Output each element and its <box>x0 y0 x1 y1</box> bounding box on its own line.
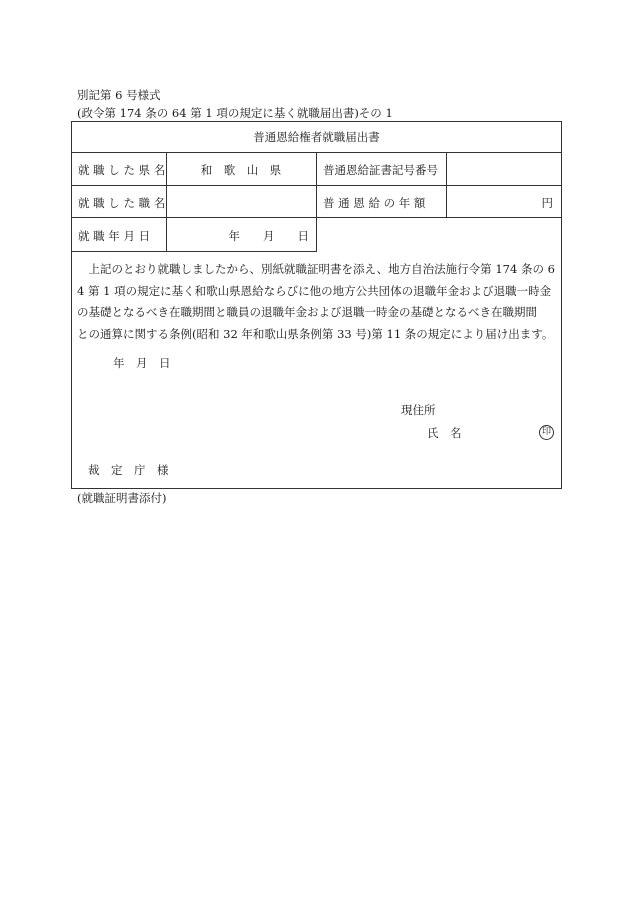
body-line: 上記のとおり就職しましたから、別紙就職証明書を添え、地方自治法施行令第 174 条の 6 <box>77 262 555 276</box>
seal-mark: 印 <box>539 425 554 440</box>
position-label: 就 職 し た 職 名 <box>78 196 166 210</box>
pension-amount-label: 普 通 恩 給 の 年 額 <box>323 196 426 210</box>
body-line: 4 第 1 項の規定に基く和歌山県恩給ならびに他の地方公共団体の退職年金および退職一時金 <box>77 284 552 298</box>
column-divider <box>316 152 317 251</box>
form-number: 別記第 6 号様式 <box>77 88 161 102</box>
addressee: 裁 定 庁 様 <box>88 463 169 477</box>
attachment-note: (就職証明書添付) <box>77 491 167 505</box>
body-line: の基礎となるべき在職期間と職員の退職年金および退職一時金の基礎となるべき在職期間 <box>77 305 537 319</box>
name-label: 氏 名 <box>427 426 462 440</box>
body-line: との通算に関する条例(昭和 32 年和歌山県条例第 33 号)第 11 条の規定により届け出ます。 <box>77 327 554 341</box>
submission-date: 年 月 日 <box>113 356 171 370</box>
pension-amount-unit: 円 <box>541 196 553 210</box>
prefecture-value: 和 歌 山 県 <box>200 163 282 177</box>
employment-date-value: 年 月 日 <box>228 229 309 243</box>
form-subtitle: (政令第 174 条の 64 第 1 項の規定に基く就職届出書)その 1 <box>77 106 393 120</box>
form-title: 普通恩給権者就職届出書 <box>253 130 380 144</box>
prefecture-label: 就 職 し た 県 名 <box>78 163 166 177</box>
employment-date-label: 就 職 年 月 日 <box>78 229 151 243</box>
row-divider <box>71 251 317 252</box>
pension-certificate-label: 普通恩給証書記号番号 <box>323 163 438 177</box>
address-label: 現住所 <box>401 403 436 417</box>
